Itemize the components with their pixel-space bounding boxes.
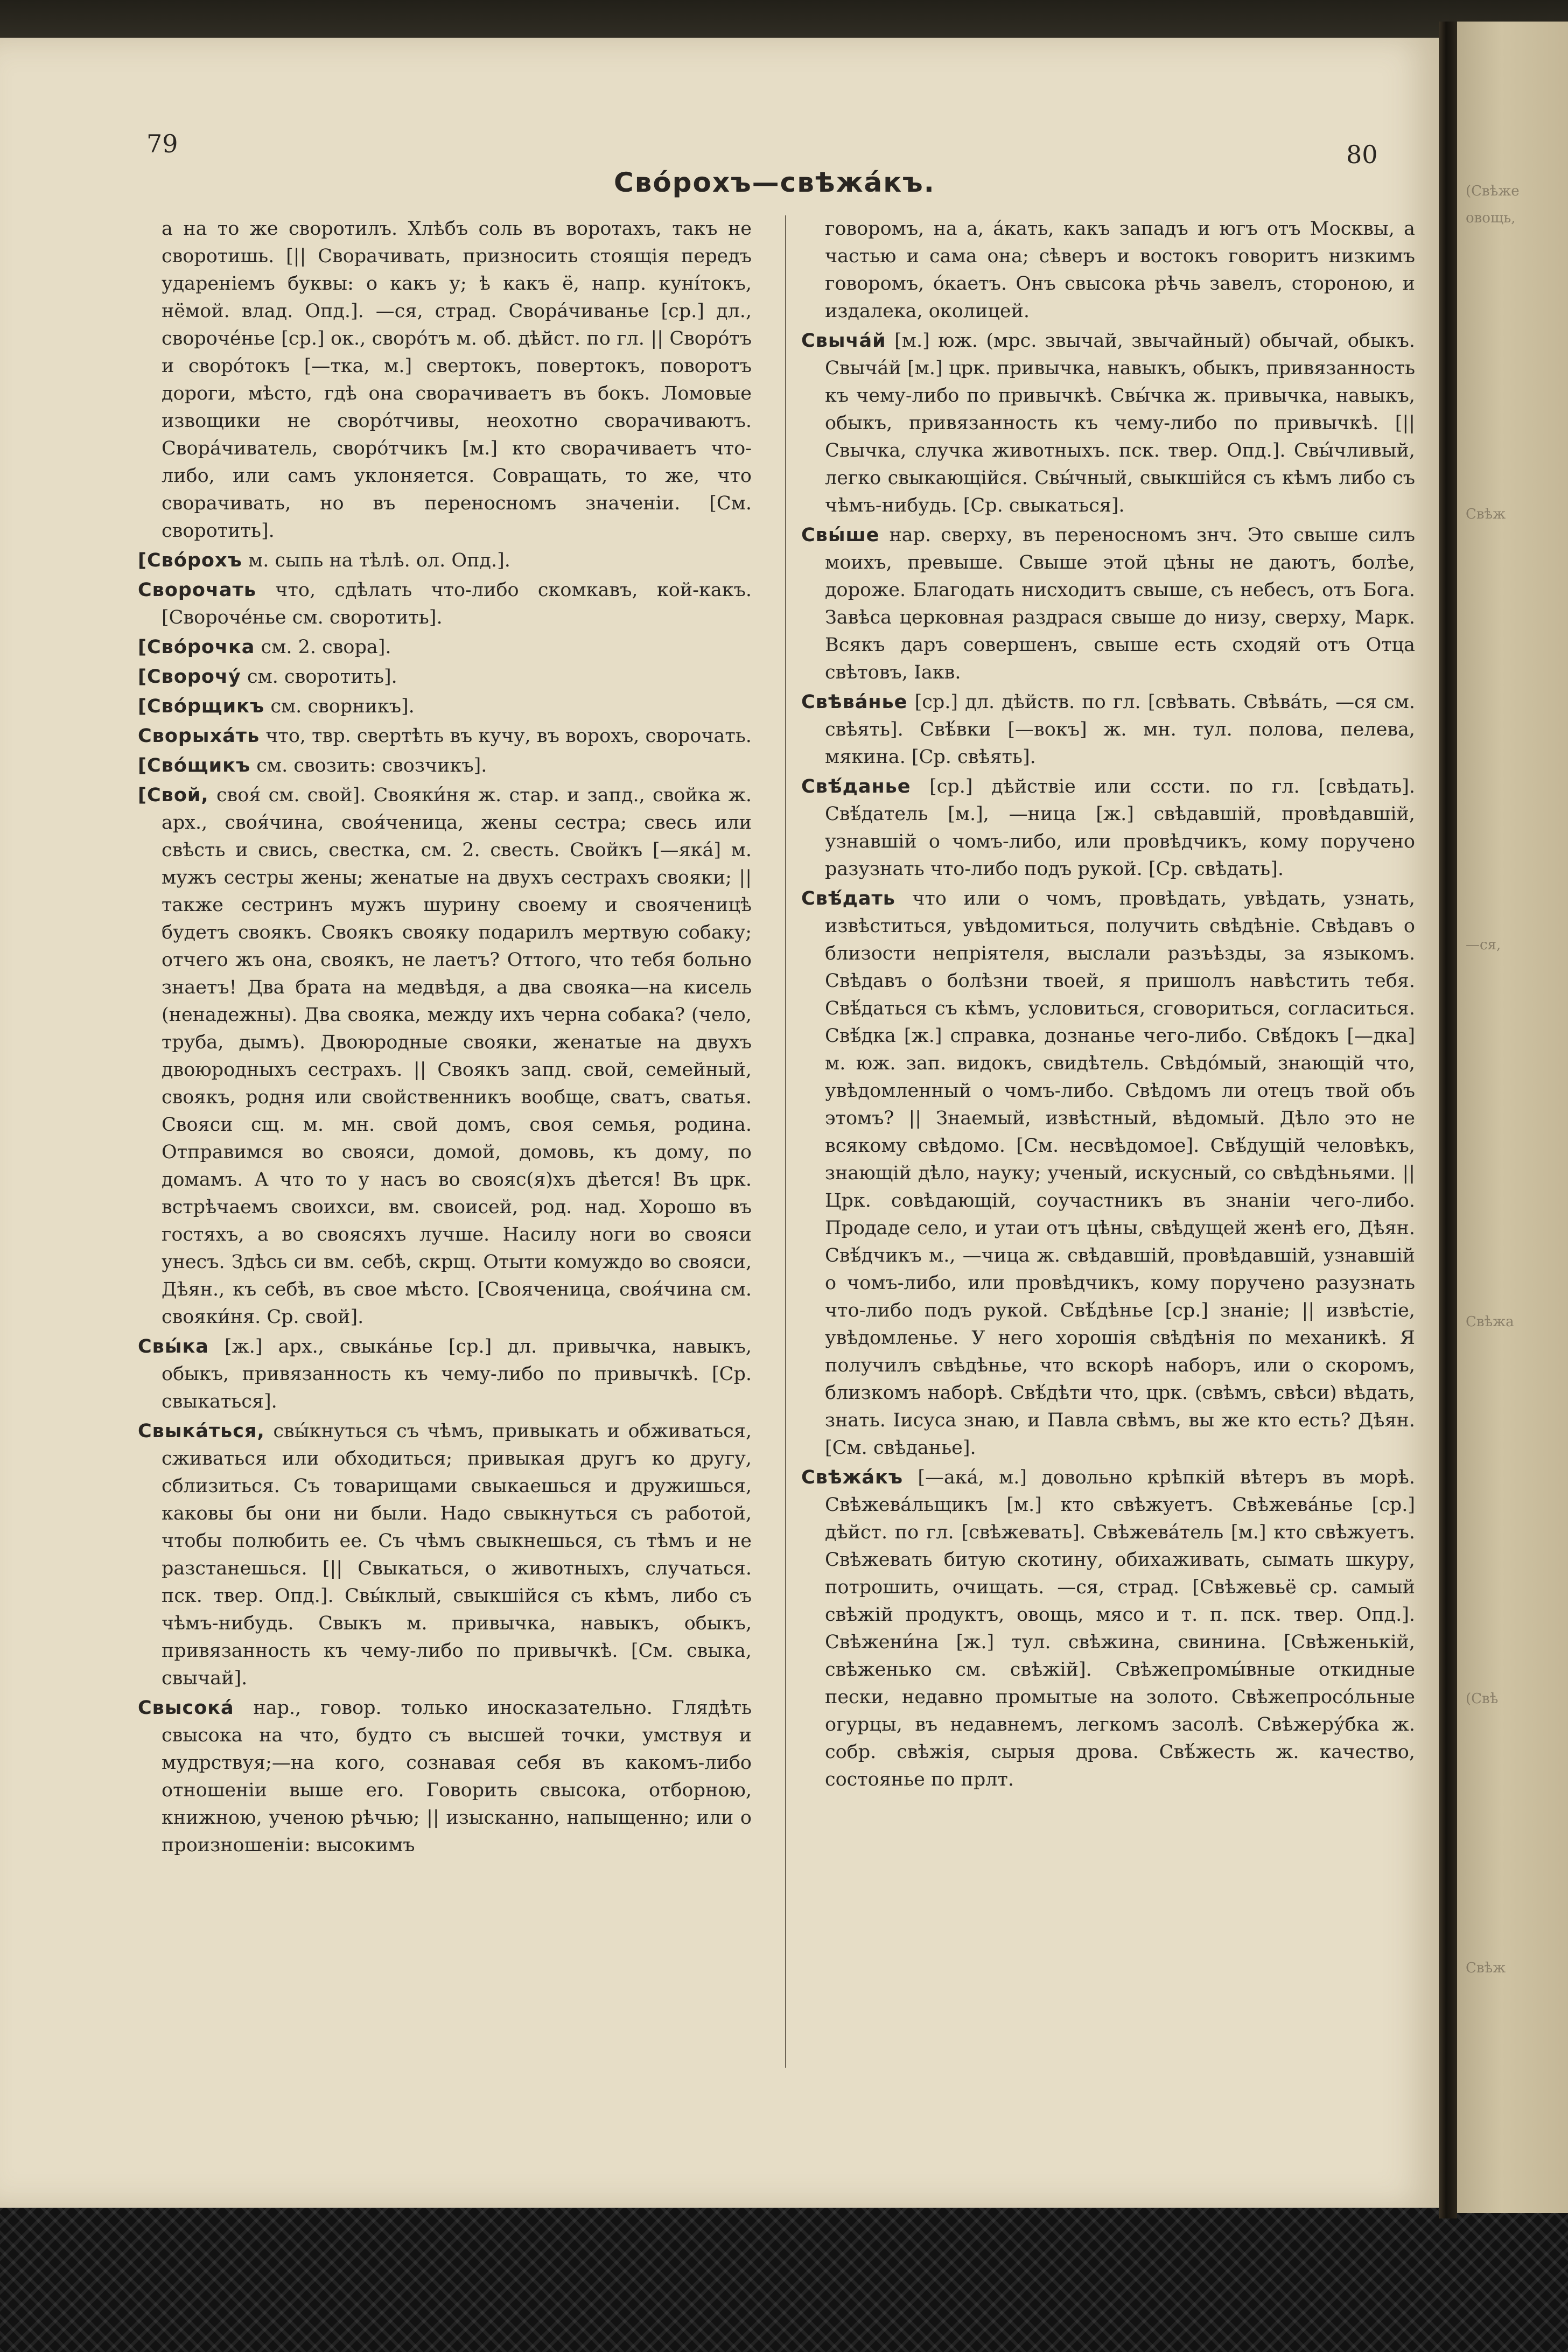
entry-headword: [Сво́щикъ (138, 755, 251, 776)
entry-text: [ср.] дѣйствіе или сссти. по гл. [свѣдать]. Свѣ́датель [м.], —ница [ж.] свѣдавшій, провѣдавшій, узнавшій о чомъ-либо, или провѣдчикъ, кому поручено разузнать что-либо подъ рукой. [Ср. свѣдать]. (825, 776, 1415, 880)
right-text-column (801, 215, 1415, 1796)
book-page (0, 38, 1439, 2208)
dictionary-entry (801, 215, 1415, 325)
entry-text: см. сворникъ]. (270, 696, 415, 717)
entry-text: нар. сверху, въ переносномъ знч. Это свыше силъ моихъ, превыше. Свыше этой цѣны не даютъ, болѣе, дороже. Благодать нисходитъ свыше, съ небесъ, отъ Бога. Завѣса церковная раздрася свыше до низу, сверху, Марк. Всякъ даръ совершенъ, свыше есть сходяй отъ Отца свѣтовъ, Iакв. (825, 524, 1415, 683)
entry-headword: Свы́ше (801, 524, 880, 546)
entry-text: что или о чомъ, провѣдать, увѣдать, узнать, извѣститься, увѣдомиться, получить свѣдѣніе. Свѣдавъ о близости непріятеля, выслали разъѣзды, за языкомъ. Свѣдавъ о болѣзни твоей, я пришолъ навѣстить тебя. Свѣ́даться съ кѣмъ, условиться, сговориться, согласиться. Свѣ́дка [ж.] справка, дознанье чего-либо. Свѣ́докъ [—дка] м. юж. зап. видокъ, свидѣтель. Свѣдо́мый, знающій что, увѣдомленный о чомъ-либо. Свѣдомъ ли отецъ твой объ этомъ? || Знаемый, извѣстный, вѣдомый. Дѣло это не всякому свѣдомо. [См. несвѣдомое]. Свѣ́дущій человѣкъ, знающій дѣло, науку; ученый, искусный, со свѣдѣньями. || Црк. совѣдающій, соучастникъ въ знаніи чего-либо. Продаде село, и утаи отъ цѣны, свѣдущей женѣ его, Дѣян. Свѣ́дчикъ м., —чица ж. свѣдавшій, провѣдавшій, узнавшій о чомъ-либо, или провѣдчикъ, кому поручено разузнать что-либо подъ рукой. Свѣ́дѣнье [ср.] знаніе; || извѣстіе, увѣдомленье. У него хорошія свѣдѣнія по механикѣ. Я получилъ свѣдѣнье, что вскорѣ наборъ, или о скоромъ, близкомъ наборѣ. Свѣ́дѣти что, црк. (свѣмъ, свѣси) вѣдать, знать. Iисуса знаю, и Павла свѣмъ, вы же кто есть? Дѣян. [См. свѣданье]. (825, 888, 1415, 1459)
entry-text: свы́кнуться съ чѣмъ, привыкать и обживаться, сживаться или обходиться; привыкая другъ ко другу, сблизиться. Съ товарищами свыкаешься и дружишься, каковы бы они ни были. Надо свыкнуться съ работой, чтобы полюбить ее. Съ чѣмъ свыкнешься, съ тѣмъ и не разстанешься. [|| Свыкаться, о животныхъ, случаться. пск. твер. Опд.]. Свы́клый, свыкшійся съ кѣмъ, либо съ чѣмъ-нибудь. Свыкъ м. привычка, навыкъ, обыкъ, привязанность къ чему-либо по привычкѣ. [См. свыка, свычай]. (162, 1420, 752, 1689)
entry-headword: Сворочать (138, 579, 257, 601)
dictionary-entry (138, 1695, 752, 1859)
entry-text: [ср.] дл. дѣйств. по гл. [свѣвать. Свѣва́ть, —ся см. свѣять]. Свѣ́вки [—вокъ] ж. мн. тул. полова, пелева, мякина. [Ср. свѣять]. (825, 691, 1415, 768)
dictionary-entry (138, 215, 752, 545)
entry-headword: [Сво́рочка (138, 636, 255, 658)
book-gutter (1439, 22, 1457, 2218)
entry-text: [ж.] арх., свыка́нье [ср.] дл. привычка, навыкъ, обыкъ, привязанность къ чему-либо по привычкѣ. [Ср. свыкаться]. (162, 1336, 752, 1412)
entry-text: своя́ см. свой]. Свояки́ня ж. стар. и запд., свойка ж. арх., своя́чина, своя́ченица, жены сестра; свесь или свѣсть и свись, свестка, см. 2. свесть. Свойкъ [—яка́] м. мужъ сестры жены; женатые на двухъ сестрахъ свояки; || также сестринъ мужъ шурину своему и свояченицѣ будетъ своякъ. Своякъ свояку подарилъ мертвую собаку; отчего жъ она, своякъ, не лаетъ? Оттого, что тебя больно знаетъ! Два брата на медвѣдя, а два свояка—на кисель (ненадежны). Два свояка, между ихъ черна собака? (чело, труба, дымъ). Двоюродные свояки, женатые на двухъ двоюродныхъ сестрахъ. || Своякъ запд. свой, семейный, своякъ, родня или свойственникъ вообще, сватъ, сватья. Свояси сщ. м. мн. свой домъ, своя семья, родина. Отправимся во свояси, домой, домовь, къ дому, по домамъ. А что то у насъ во свояс(я)хъ дѣется! Въ црк. встрѣчаемъ своихси, вм. своисей, род. над. Хорошо въ гостяхъ, а во своясяхъ лучше. Насилу ноги во свояси унесъ. Здѣсь си вм. себѣ, скрщ. Отыти комуждо во свояси, Дѣян., къ себѣ, въ свое мѣсто. [Свояченица, своя́чина см. свояки́ня. Ср. свой]. (162, 785, 752, 1328)
adjacent-page-edge: (Свѣже овощь, Свѣж —ся, Свѣжа (Свѣ Свѣж (1457, 22, 1568, 2213)
entry-text: м. сыпь на тѣлѣ. ол. Опд.]. (248, 550, 510, 571)
dictionary-entry (138, 663, 752, 691)
dictionary-entry (801, 327, 1415, 520)
entry-text: см. свозить: свозчикъ]. (256, 755, 487, 776)
entry-headword: Свы́ка (138, 1336, 209, 1357)
entry-headword: Свѣва́нье (801, 691, 908, 713)
entry-text: что, твр. свертѣть въ кучу, въ ворохъ, сворочать. (265, 725, 752, 747)
dictionary-entry (138, 782, 752, 1331)
entry-text: что, сдѣлать что-либо скомкавъ, кой-какъ. [Свороче́нье см. своротить]. (162, 579, 752, 628)
entry-headword: Свыка́ться, (138, 1420, 265, 1442)
dictionary-entry (138, 723, 752, 750)
entry-text: нар., говор. только иносказательно. Глядѣть свысока на что, будто съ высшей точки, умствуя и мудрствуя;—на кого, сознавая себя въ какомъ-либо отношеніи выше его. Говорить свысока, отборною, книжною, ученою рѣчью; || изысканно, напыщенно; или о произношеніи: высокимъ (162, 1697, 752, 1856)
left-page-number: 79 (146, 129, 178, 158)
dictionary-entry (801, 885, 1415, 1462)
dictionary-entry (801, 773, 1415, 883)
entry-headword: Свѣжа́къ (801, 1467, 904, 1488)
entry-headword: Свыча́й (801, 330, 886, 352)
dictionary-entry (138, 634, 752, 661)
dictionary-entry (138, 693, 752, 720)
entry-text: [м.] юж. (мрс. звычай, звычайный) обычай, обыкъ. Свыча́й [м.] црк. привычка, навыкъ, обыкъ, привязанность къ чему-либо по привычкѣ. Свы́чка ж. привычка, навыкъ, обыкъ, привязанность къ чему-либо по привычкѣ. [|| Свычка, случка животныхъ. пск. твер. Опд.]. Свы́чливый, легко свыкающійся. Свы́чный, свыкшійся съ кѣмъ либо съ чѣмъ-нибудь. [Ср. свыкаться]. (825, 330, 1415, 516)
entry-headword: [Свой, (138, 785, 209, 806)
right-page-number: 80 (1346, 140, 1378, 169)
running-header-title: Сво́рохъ—свѣжа́къ. (614, 167, 935, 198)
entry-text: говоромъ, на а, а́кать, какъ западъ и югъ отъ Москвы, а частью и сама она; сѣверъ и востокъ говоритъ низкимъ говоромъ, о́каетъ. Онъ свысока рѣчь завелъ, стороною, и издалека, околицей. (825, 218, 1415, 322)
column-divider (785, 215, 786, 2068)
entry-headword: Свѣ́дать (801, 888, 895, 909)
entry-text: а на то же своротилъ. Хлѣбъ соль въ воротахъ, такъ не своротишь. [|| Сворачивать, призносить стоящія передъ удареніемъ буквы: о какъ у; ѣ какъ ё, напр. куні́токъ, нёмой. влад. Опд.]. —ся, страд. Свора́чиванье [ср.] дл., свороче́нье [ср.] ок., своро́тъ м. об. дѣйст. по гл. || Своро́тъ и своро́токъ [—тка, м.] свертокъ, повертокъ, поворотъ дороги, мѣсто, гдѣ она сворачиваетъ въ бокъ. Ломовые извощики не своро́тчивы, неохотно сворачиваютъ. Свора́чиватель, своро́тчикъ [м.] кто сворачиваетъ что-либо, или самъ уклоняется. Совращать, то же, что сворачивать, но въ переносномъ значеніи. [См. своротить]. (162, 218, 752, 542)
entry-headword: [Сворочу́ (138, 666, 241, 688)
dictionary-entry (138, 577, 752, 632)
dictionary-entry (801, 522, 1415, 687)
entry-headword: Свысока́ (138, 1697, 234, 1719)
dictionary-entry (138, 752, 752, 780)
dictionary-entry (138, 1333, 752, 1416)
entry-text: см. 2. свора]. (261, 636, 391, 658)
entry-headword: [Сво́рщикъ (138, 696, 265, 717)
dictionary-entry (801, 689, 1415, 771)
entry-text: [—ака́, м.] довольно крѣпкій вѣтеръ въ морѣ. Свѣжева́льщикъ [м.] кто свѣжуетъ. Свѣжева́нье [ср.] дѣйст. по гл. [свѣжевать]. Свѣжева́тель [м.] кто свѣжуетъ. Свѣжевать битую скотину, обихаживать, сымать шкуру, потрошить, очищать. —ся, страд. [Свѣжевьё ср. самый свѣжій продуктъ, овощь, мясо и т. п. пск. твер. Опд.]. Свѣжени́на [ж.] тул. свѣжина, свинина. [Свѣженькій, свѣженько см. свѣжій]. Свѣжепромы́вные откидные пески, недавно промытые на золото. Свѣжепросо́льные огурцы, въ недавнемъ, легкомъ засолѣ. Свѣжеру́бка ж. собр. свѣжія, сырыя дрова. Свѣ́жесть ж. качество, состоянье по прлт. (825, 1467, 1415, 1790)
dictionary-entry (801, 1464, 1415, 1794)
entry-headword: [Сво́рохъ (138, 550, 242, 571)
dictionary-entry (138, 1418, 752, 1692)
dictionary-entry (138, 547, 752, 575)
entry-text: см. своротить]. (247, 666, 397, 688)
left-text-column (138, 215, 752, 1861)
entry-headword: Свѣ́данье (801, 776, 911, 797)
entry-headword: Сворыха́ть (138, 725, 260, 747)
cutting-mat-background (0, 2202, 1568, 2352)
